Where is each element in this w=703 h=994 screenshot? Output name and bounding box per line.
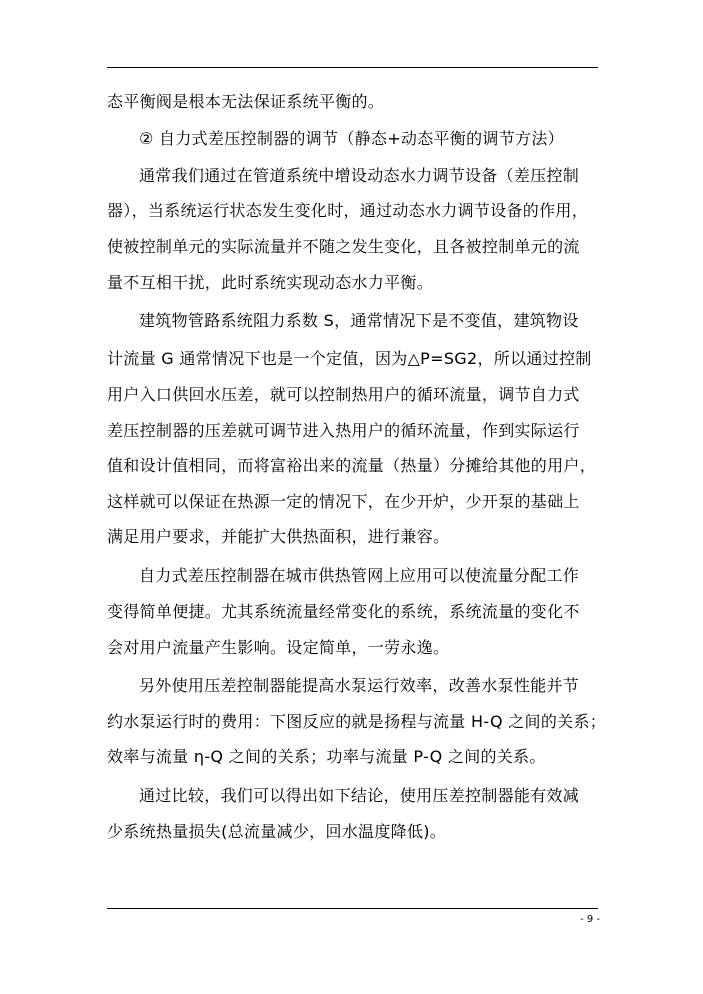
text-line: 通过比较，我们可以得出如下结论，使用压差控制器能有效减 (139, 786, 580, 805)
footer-rule (107, 908, 598, 909)
text-line: 建筑物管路系统阻力系数 S，通常情况下是不变值，建筑物设 (139, 311, 579, 330)
page-number: - 9 - (580, 914, 600, 925)
text-line: 自力式差压控制器在城市供热管网上应用可以使流量分配工作 (139, 566, 580, 585)
text-line: 变得简单便捷。尤其系统流量经常变化的系统，系统流量的变化不 (107, 602, 580, 621)
text-line: 另外使用压差控制器能提高水泵运行效率，改善水泵性能并节 (139, 676, 580, 695)
text-line: 少系统热量损失(总流量减少，回水温度降低)。 (107, 822, 447, 841)
text-line: 这样就可以保证在热源一定的情况下，在少开炉，少开泵的基础上 (107, 492, 580, 511)
text-line: 满足用户要求，并能扩大供热面积，进行兼容。 (107, 527, 450, 546)
text-line: 使被控制单元的实际流量并不随之发生变化，且各被控制单元的流 (107, 237, 580, 256)
text-line: 值和设计值相同，而将富裕出来的流量（热量）分摊给其他的用户， (107, 456, 597, 475)
text-line: 器），当系统运行状态发生变化时，通过动态水力调节设备的作用， (107, 201, 589, 220)
text-line: 约水泵运行时的费用：下图反应的就是扬程与流量 H-Q 之间的关系； (107, 712, 607, 731)
section-heading: ② 自力式差压控制器的调节（静态+动态平衡的调节方法） (139, 129, 564, 148)
text-line: 计流量 G 通常情况下也是一个定值，因为△P=SG2，所以通过控制 (107, 349, 592, 368)
text-line: 量不互相干扰，此时系统实现动态水力平衡。 (107, 273, 434, 292)
text-line: 态平衡阀是根本无法保证系统平衡的。 (107, 92, 385, 111)
text-line: 差压控制器的压差就可调节进入热用户的循环流量，作到实际运行 (107, 421, 580, 440)
text-line: 效率与流量 η-Q 之间的关系；功率与流量 P-Q 之间的关系。 (107, 747, 546, 766)
text-line: 用户入口供回水压差，就可以控制热用户的循环流量，调节自力式 (107, 385, 580, 404)
header-rule (107, 67, 598, 68)
text-line: 会对用户流量产生影响。设定简单，一劳永逸。 (107, 638, 450, 657)
text-line: 通常我们通过在管道系统中增设动态水力调节设备（差压控制 (139, 166, 580, 185)
